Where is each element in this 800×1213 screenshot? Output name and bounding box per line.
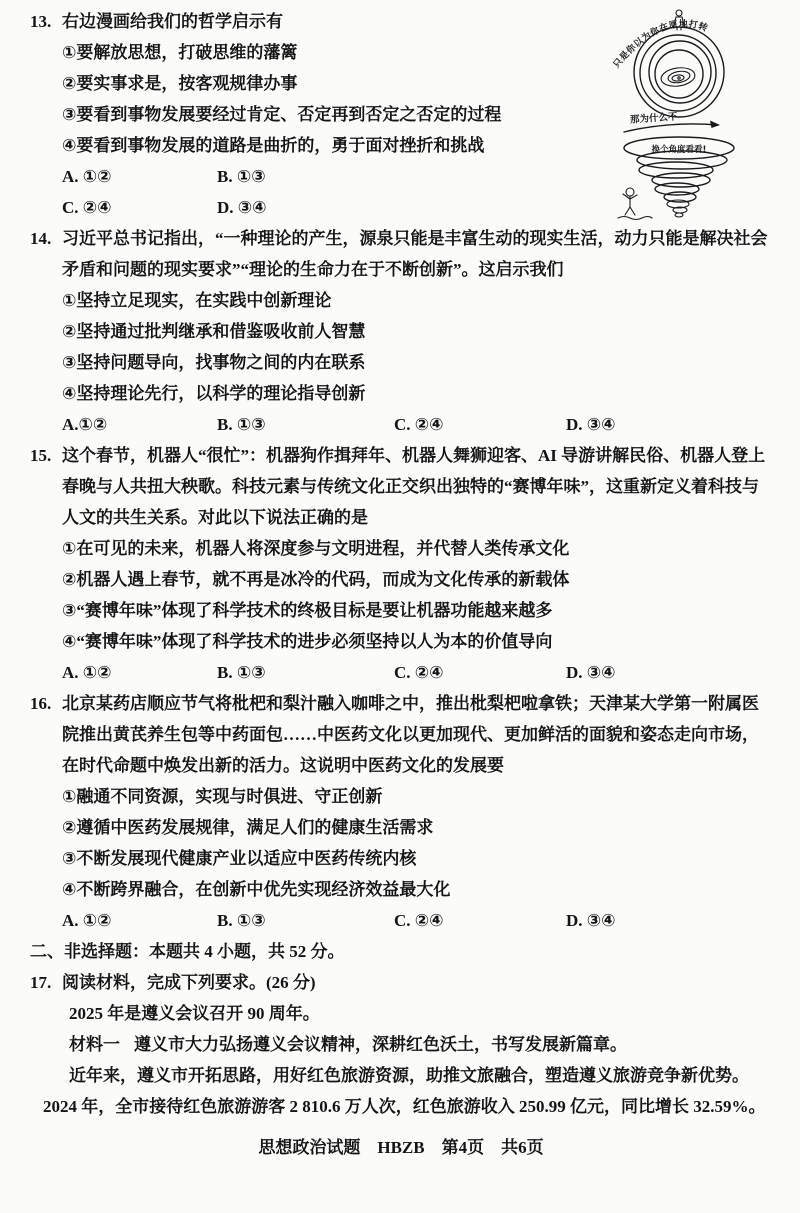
statement-1: ①坚持立足现实，在实践中创新理论 [62, 291, 332, 310]
material-1-detail: 近年来，遵义市开拓思路，用好红色旅游资源，助推文旅融合，塑造遵义旅游竞争新优势。2024 年，全市接待红色旅游游客 2 810.6 万人次，红色旅游收入 250.99 亿元，同比增长 32.59%。 [43, 1066, 766, 1116]
question-stem-text: 右边漫画给我们的哲学启示有 [62, 12, 283, 31]
question-stem-text: 这个春节，机器人“很忙”：机器狗作揖拜年、机器人舞狮迎客、AI 导游讲解民俗、机器人登上春晚与人共扭大秧歌。科技元素与传统文化正交织出独特的“赛博年味”，这重新定义着科技与人文的共生关系。对此以下说法正确的是 [62, 446, 766, 527]
option-b: B. ①③ [217, 167, 266, 186]
option-d: D. ③④ [566, 663, 616, 682]
material-1-paragraph [43, 1029, 772, 1060]
question-stem [30, 967, 772, 998]
question-stem-text: 北京某药店顺应节气将枇杷和梨汁融入咖啡之中，推出枇梨杷啦拿铁；天津某大学第一附属医院推出黄芪养生包等中药面包……中医药文化以更加现代、更加鲜活的面貌和姿态走向市场，在时代命题中焕发出新的活力。这说明中医药文化的发展要 [62, 694, 759, 775]
statement-3: ③“赛博年味”体现了科学技术的终极目标是要让机器功能越来越多 [62, 601, 553, 620]
option-d: D. ③④ [566, 911, 616, 930]
question-stem [30, 688, 772, 781]
option-a: A. ①② [62, 911, 112, 930]
question-stem [30, 6, 622, 37]
option-c: C. ②④ [62, 198, 112, 217]
options-row-1 [30, 161, 622, 192]
question-number: 16. [30, 694, 52, 713]
question-number: 13. [30, 12, 52, 31]
vortex-top-view [634, 27, 724, 117]
statement-3: ③不断发展现代健康产业以适应中医药传统内核 [62, 849, 417, 868]
comic-caption-top: 只是你以为你在原地打转 [611, 19, 710, 71]
option-c: C. ②④ [394, 663, 444, 682]
option-b: B. ①③ [217, 911, 266, 930]
question-14 [30, 223, 772, 440]
stick-figure-beside-tornado [618, 188, 652, 220]
material-1-label: 材料一 [69, 1035, 120, 1054]
option-d: D. ③④ [217, 198, 267, 217]
section-2-header: 二、非选择题：本题共 4 小题，共 52 分。 [30, 942, 345, 961]
option-a: A. ①② [62, 663, 112, 682]
question-number: 14. [30, 229, 52, 248]
statement-1: ①融通不同资源，实现与时俱进、守正创新 [62, 787, 383, 806]
statement-2: ②机器人遇上春节，就不再是冰冷的代码，而成为文化传承的新载体 [62, 570, 570, 589]
question-17 [30, 967, 772, 1122]
option-a: A. ①② [62, 167, 112, 186]
question-number: 15. [30, 446, 52, 465]
statement-4: ④“赛博年味”体现了科学技术的进步必须坚持以人为本的价值导向 [62, 632, 553, 651]
statement-4: ④要看到事物发展的道路是曲折的，勇于面对挫折和挑战 [62, 136, 485, 155]
philosophy-comic-illustration [610, 8, 748, 232]
statement-1: ①要解放思想，打破思维的藩篱 [62, 43, 298, 62]
option-c: C. ②④ [394, 415, 444, 434]
question-15 [30, 440, 772, 688]
statement-4: ④坚持理论先行，以科学的理论指导创新 [62, 384, 366, 403]
page-footer: 思想政治试题 HBZB 第4页 共6页 [258, 1138, 544, 1157]
statement-4: ④不断跨界融合，在创新中优先实现经济效益最大化 [62, 880, 451, 899]
options-row [30, 409, 772, 440]
statement-3: ③要看到事物发展要经过肯定、否定再到否定之否定的过程 [62, 105, 502, 124]
anniversary-note: 2025 年是遵义会议召开 90 周年。 [69, 1004, 320, 1023]
question-number: 17. [30, 973, 52, 992]
comic-caption-question: 那为什么不 [629, 111, 678, 126]
option-b: B. ①③ [217, 415, 266, 434]
statement-3: ③坚持问题导向，找事物之间的内在联系 [62, 353, 366, 372]
options-row [30, 657, 772, 688]
question-16 [30, 688, 772, 936]
question-13 [30, 6, 772, 223]
question-stem [30, 440, 772, 533]
option-c: C. ②④ [394, 911, 444, 930]
comic-caption-bubble: 换个角度看看! [651, 145, 707, 155]
question-stem-text: 阅读材料，完成下列要求。(26 分) [62, 973, 316, 992]
options-row [30, 905, 772, 936]
question-stem-text: 习近平总书记指出，“一种理论的产生，源泉只能是丰富生动的现实生活，动力只能是解决社会矛盾和问题的现实要求”“理论的生命力在于不断创新”。这启示我们 [62, 229, 768, 279]
option-a: A.①② [62, 415, 108, 434]
option-d: D. ③④ [566, 415, 616, 434]
statement-2: ②要实事求是，按客观规律办事 [62, 74, 298, 93]
question-stem [30, 223, 772, 285]
statement-1: ①在可见的未来，机器人将深度参与文明进程，并代替人类传承文化 [62, 539, 570, 558]
material-1-intro: 遵义市大力弘扬遵义会议精神，深耕红色沃土，书写发展新篇章。 [134, 1035, 627, 1054]
options-row-2 [30, 192, 622, 223]
option-b: B. ①③ [217, 663, 266, 682]
statement-2: ②遵循中医药发展规律，满足人们的健康生活需求 [62, 818, 434, 837]
statement-2: ②坚持通过批判继承和借鉴吸收前人智慧 [62, 322, 366, 341]
